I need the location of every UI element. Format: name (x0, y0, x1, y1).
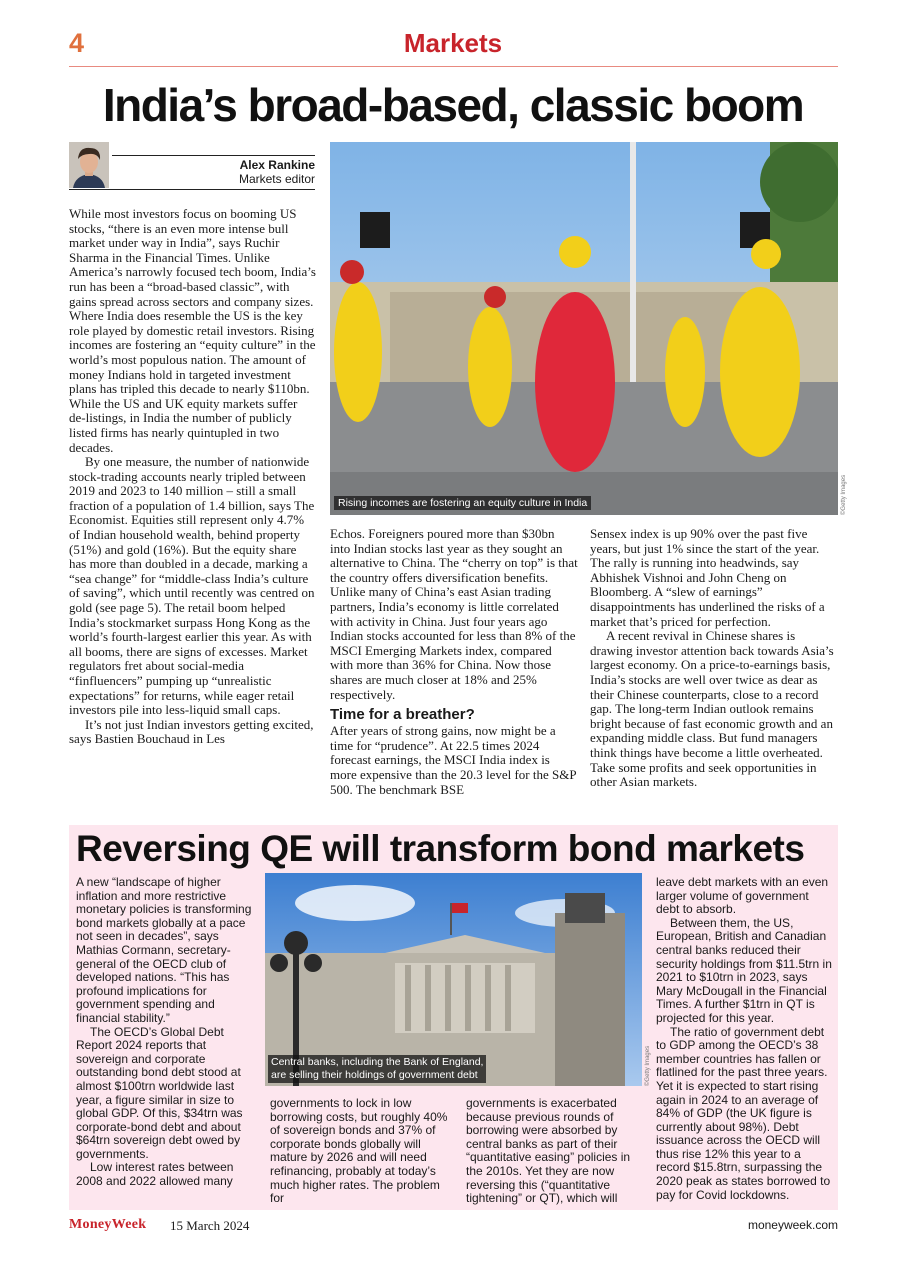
article2-column-2 (270, 1097, 450, 1206)
article2-column-3 (466, 1097, 644, 1206)
article2-column-4 (656, 876, 834, 1202)
article2-caption-line-2: are selling their holdings of government debt (271, 1069, 478, 1081)
dancers-photo (330, 142, 838, 515)
article2-photo-caption (268, 1055, 486, 1083)
issue-date: 15 March 2024 (170, 1218, 250, 1233)
article1-paragraph: It’s not just Indian investors getting excited, says Bastien Bouchaud in Les (69, 716, 314, 747)
article2-headline: Reversing QE will transform bond markets (76, 828, 805, 869)
author-role: Markets editor (238, 172, 315, 186)
article2-paragraph: governments to lock in low borrowing costs, but roughly 40% of sovereign bonds and 37% of corporate bonds globally will mature by 2026 and will need refinancing, probably at today’s much higher rates. The problem for (270, 1096, 448, 1206)
article1-paragraph: Sensex index is up 90% over the past five years, but just 1% since the start of the year. The rally is running into headwinds, say Abhishek Vishnoi and John Cheng on Bloomberg. A “slew of earnings” disappointments has underlined the risks of a market that’s priced for perfection. (590, 526, 825, 629)
article2-caption-line-1: Central banks, including the Bank of England, (271, 1056, 484, 1068)
article1-paragraph: A recent revival in Chinese shares is drawing investor attention back towards Asia’s largest economy. On a price-to-earnings basis, India’s stocks are well over twice as dear as their Chinese counterparts, close to a record gap. The long-term Indian outlook remains bright because of fast economic growth and an expanding middle class. But fund managers think things have become a little overheated. Take some profits and seek opportunities in other Asian markets. (590, 628, 834, 790)
header-divider (69, 66, 838, 67)
author-avatar (69, 142, 109, 188)
section-title: Markets (403, 28, 503, 58)
page-number: 4 (69, 28, 85, 58)
moneyweek-logo: MoneyWeek (69, 1217, 147, 1232)
article2-column-1 (76, 876, 254, 1189)
article1-photo-credit: ©Getty Images (841, 474, 847, 515)
author-rule-top (112, 155, 315, 156)
article2-paragraph: A new “landscape of higher inflation and more restrictive monetary policies is transforming bond markets globally at a pace not seen in decades”, says Mathias Cormann, secretary-general of the OECD club of developed nations. “This has profound implications for government spending and financial stability.” (76, 875, 252, 1025)
article2-paragraph: The ratio of government debt to GDP among the OECD’s 38 member countries has fallen or flatlined for the past three years. Yet it is expected to start rising again in 2024 to an average of 84% of GDP (the UK figure is currently about 98%). Debt issuance across the OECD will thus rise 12% this year to a record $15.8trn, surpassing the 2020 peak as states borrowed to pay for Covid lockdowns. (656, 1024, 831, 1202)
article2-paragraph: governments is exacerbated because previous rounds of borrowing were absorbed by central banks as part of their “quantitative easing” policies in the 2010s. Yet they are now reversing this (“quantitative tightening” or QT), which will (466, 1096, 631, 1206)
article1-paragraph: After years of strong gains, now might be a time for “prudence”. At 22.5 times 2024 forecast earnings, the MSCI India index is more expensive than the 20.3 level for the S&P 500. The benchmark BSE (330, 723, 577, 797)
author-name: Alex Rankine (239, 158, 315, 172)
article1-column-2 (330, 527, 578, 797)
article2-paragraph: leave debt markets with an even larger volume of government debt to absorb. (656, 875, 829, 917)
article1-photo-caption: Rising incomes are fostering an equity culture in India (334, 496, 591, 510)
article1-column-3 (590, 527, 838, 790)
article1-headline: India’s broad-based, classic boom (102, 79, 804, 131)
article1-subhead: Time for a breather? (330, 706, 475, 724)
article1-column-1 (69, 207, 317, 747)
article2-paragraph: The OECD’s Global Debt Report 2024 reports that sovereign and corporate outstanding bond debt stood at almost $100trn worldwide last year, a figure similar in size to global GDP. Of this, $34trn was corporate-bond debt and about $64trn sovereign debt owed by governments. (76, 1024, 243, 1161)
article1-paragraph: Echos. Foreigners poured more than $30bn into Indian stocks last year as they sought an alternative to China. The “cherry on top” is that the country offers diversification benefits. Unlike many of China’s east Asian trading partners, India’s economy is little correlated with activity in China. Just four years ago Indian stocks accounted for less than 8% of the MSCI Emerging Markets index, compared with more than 36% for China. Now those shares are much closer at 18% and 25% respectively. (330, 526, 578, 702)
author-rule-bottom (69, 189, 315, 190)
website-url: moneyweek.com (747, 1218, 838, 1232)
article1-paragraph: By one measure, the number of nationwide stock-trading accounts nearly tripled between 2019 and 2023 to 140 million – still a small fraction of a population of 1.4 billion, says The Economist. Equities still represent only 4.7% of Indian household wealth, behind property (51%) and gold (16%). But the equity share has more than doubled in a decade, marking a “sea change” for “middle-class India’s culture of saving”, which until recently was centred on gold (see page 5). The retail boom helped India’s stockmarket surpass Hong Kong as the world’s fourth-largest earlier this year. As with all booms, there are signs of excesses. Market regulators fret about social-media “finfluencers” pumping up “unrealistic expectations” for returns, while eager retail investors pile into less-liquid small caps. (69, 454, 315, 718)
article1-paragraph: While most investors focus on booming US stocks, “there is an even more intense bull market under way in India”, says Ruchir Sharma in the Financial Times. Unlike America’s narrowly focused tech boom, India’s run has been a “broad-based classic”, with gains spread across sectors and company sizes. Where India does resemble the US is the key role played by domestic retail investors. Rising incomes are fostering an “equity culture” in the world’s most populous nation. The amount of money Indians hold in targeted investment plans has tripled this decade to nearly $110bn. While the US and UK equity markets suffer de-listings, in India the number of publicly listed firms has nearly quintupled in two decades. (69, 206, 316, 455)
article2-photo-credit: ©Getty Images (645, 1045, 651, 1086)
article2-paragraph: Between them, the US, European, British and Canadian central banks reduced their security holdings from $11.5trn in 2021 to $10trn in 2023, says Mary McDougall in the Financial Times. A further $1trn in QT is projected for this year. (656, 915, 832, 1025)
article2-paragraph: Low interest rates between 2008 and 2022 allowed many (76, 1160, 234, 1189)
